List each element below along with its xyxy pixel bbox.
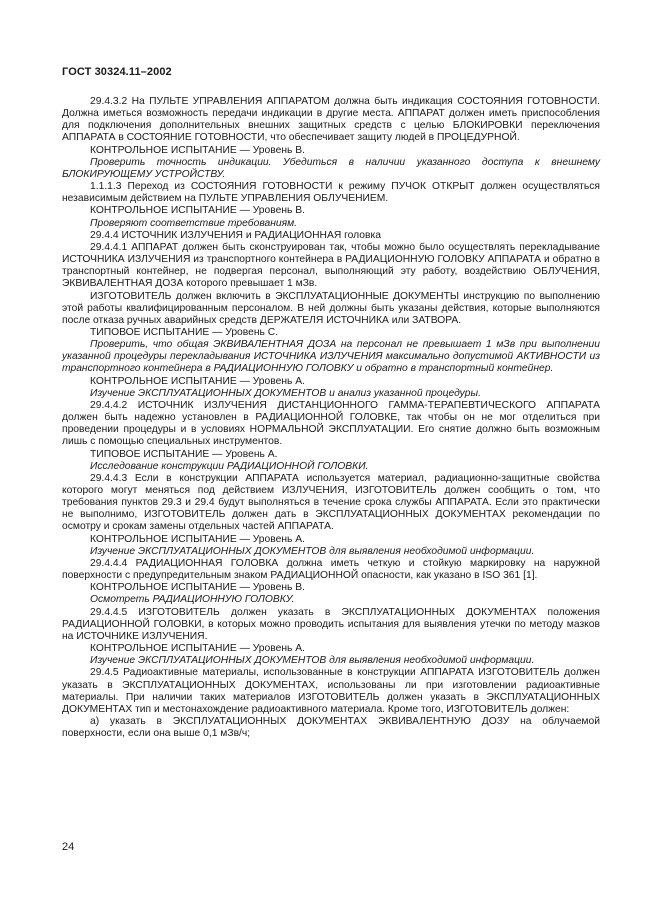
list-item-a: а) указать в ЭКСПЛУАТАЦИОННЫХ ДОКУМЕНТАХ ЭКВИВАЛЕНТНУЮ ДОЗУ на облучаемой поверхности, если она выше 0,1 мЗв/ч; <box>62 715 600 740</box>
test-method: Изучение ЭКСПЛУАТАЦИОННЫХ ДОКУМЕНТОВ и анализ указанной процедуры. <box>90 387 481 399</box>
paragraph-29-4-4-2: 29.4.4.2 ИСТОЧНИК ИЗЛУЧЕНИЯ ДИСТАНЦИОННОГО ГАММА-ТЕРАПЕВТИЧЕСКОГО АППАРАТА должен быть надежно установлен в РАДИАЦИОННОЙ ГОЛОВКЕ, так чтобы он не мог отделиться при проведении процедуры и в условиях НОРМАЛЬНОЙ ЭКСПЛУАТАЦИИ. Его снятие должно быть возможным лишь с помощью специальных инструментов. <box>62 399 600 448</box>
test-method: Осмотреть РАДИАЦИОННУЮ ГОЛОВКУ. <box>90 594 295 606</box>
paragraph-29-4-4-3: 29.4.4.3 Если в конструкции АППАРАТА используется материал, радиационно-защитные свойства которого могут меняться под действием ИЗЛУЧЕНИЯ, ИЗГОТОВИТЕЛЬ должен сообщить о том, что требования пунктов 29.3 и 29.4 будут выполняться в течение срока службы АППАРАТА. Если это практически не выполнимо, ИЗГОТОВИТЕЛЬ должен дать в ЭКСПЛУАТАЦИОННЫХ ДОКУМЕНТАХ рекомендации по осмотру и срокам замены отдельных частей АППАРАТА. <box>62 472 600 533</box>
paragraph-29-4-4-4: 29.4.4.4 РАДИАЦИОННАЯ ГОЛОВКА должна иметь четкую и стойкую маркировку на наружной поверхности с предупредительным знаком РАДИАЦИОННОЙ опасности, как указано в ISO 361 [1]. <box>62 557 600 582</box>
control-test-line: КОНТРОЛЬНОЕ ИСПЫТАНИЕ — Уровень А. <box>90 643 305 655</box>
test-method: Изучение ЭКСПЛУАТАЦИОННЫХ ДОКУМЕНТОВ для выявления необходимой информации. <box>90 655 535 667</box>
test-method: Исследование конструкции РАДИАЦИОННОЙ ГОЛОВКИ. <box>90 460 369 472</box>
paragraph-manufacturer-instruction: ИЗГОТОВИТЕЛЬ должен включить в ЭКСПЛУАТАЦИОННЫЕ ДОКУМЕНТЫ инструкцию по выполнению этой работы квалифицированным персоналом. В ней должны быть указаны действия, которые выполняются после отказа ручных аварийных средств ДЕРЖАТЕЛЯ ИСТОЧНИКА или ЗАТВОРА. <box>62 290 600 326</box>
control-test-line: КОНТРОЛЬНОЕ ИСПЫТАНИЕ — Уровень В. <box>90 582 305 594</box>
control-test-line: КОНТРОЛЬНОЕ ИСПЫТАНИЕ — Уровень В. <box>90 144 305 156</box>
test-method: Изучение ЭКСПЛУАТАЦИОННЫХ ДОКУМЕНТОВ для выявления необходимой информации. <box>90 545 535 557</box>
paragraph-29-4-4-1: 29.4.4.1 АППАРАТ должен быть сконструирован так, чтобы можно было осуществлять перекладывание ИСТОЧНИКА ИЗЛУЧЕНИЯ из транспортного контейнера в РАДИАЦИОННУЮ ГОЛОВКУ АППАРАТА и обратно в транспортный контейнер, не подвергая персонал, выполняющий эту работу, воздействию ОБЛУЧЕНИЯ, ЭКВИВАЛЕНТНАЯ ДОЗА которого превышает 1 мЗв. <box>62 241 600 290</box>
document-header: ГОСТ 30324.11–2002 <box>62 66 172 78</box>
test-method: Проверить точность индикации. Убедиться в наличии указанного доступа к внешнему БЛОКИРУЮЩЕМУ УСТРОЙСТВУ. <box>62 156 600 180</box>
test-method: Проверяют соответствие требованиям. <box>90 217 298 229</box>
type-test-line: ТИПОВОЕ ИСПЫТАНИЕ — Уровень А. <box>90 448 278 460</box>
control-test-line: КОНТРОЛЬНОЕ ИСПЫТАНИЕ — Уровень А. <box>90 375 305 387</box>
paragraph-29-4-3-2: 29.4.3.2 На ПУЛЬТЕ УПРАВЛЕНИЯ АППАРАТОМ должна быть индикация СОСТОЯНИЯ ГОТОВНОСТИ. Должна иметься возможность передачи индикации в другие места. АППАРАТ должен иметь приспособления для подключения дополнительных внешних защитных средств с целью БЛОКИРОВКИ переключения АППАРАТА в СОСТОЯНИЕ ГОТОВНОСТИ, что обеспечивает защиту людей в ПРОЦЕДУРНОЙ. <box>62 96 600 144</box>
type-test-line: ТИПОВОЕ ИСПЫТАНИЕ — Уровень С. <box>90 326 279 338</box>
page-number: 24 <box>62 841 75 853</box>
control-test-line: КОНТРОЛЬНОЕ ИСПЫТАНИЕ — Уровень А. <box>90 533 305 545</box>
paragraph-1-1-1-3: 1.1.1.3 Переход из СОСТОЯНИЯ ГОТОВНОСТИ к режиму ПУЧОК ОТКРЫТ должен осуществляться независимым действием на ПУЛЬТЕ УПРАВЛЕНИЯ ОБЛУЧЕНИЕМ. <box>62 181 600 205</box>
section-heading-29-4-4: 29.4.4 ИСТОЧНИК ИЗЛУЧЕНИЯ и РАДИАЦИОННАЯ головка <box>90 229 381 241</box>
control-test-line: КОНТРОЛЬНОЕ ИСПЫТАНИЕ — Уровень В. <box>90 205 305 217</box>
paragraph-29-4-5: 29.4.5 Радиоактивные материалы, использованные в конструкции АППАРАТА ИЗГОТОВИТЕЛЬ должен указать в ЭКСПЛУАТАЦИОННЫХ ДОКУМЕНТАХ, использованы ли при изготовлении радиоактивные материалы. При наличии таких материалов ИЗГОТОВИТЕЛЬ должен указать в ЭКСПЛУАТАЦИОННЫХ ДОКУМЕНТАХ тип и местонахождение радиоактивного материала. Кроме того, ИЗГОТОВИТЕЛЬ должен: <box>62 667 600 715</box>
document-body <box>62 96 600 740</box>
paragraph-29-4-4-5: 29.4.4.5 ИЗГОТОВИТЕЛЬ должен указать в ЭКСПЛУАТАЦИОННЫХ ДОКУМЕНТАХ положения РАДИАЦИОННОЙ ГОЛОВКИ, в которых можно проводить испытания для выявления утечки по методу мазков на ИСТОЧНИКЕ ИЗЛУЧЕНИЯ. <box>62 606 600 642</box>
test-method: Проверить, что общая ЭКВИВАЛЕНТНАЯ ДОЗА на персонал не превышает 1 мЗв при выполнении указанной процедуры перекладывания ИСТОЧНИКА ИЗЛУЧЕНИЯ максимально допустимой АКТИВНОСТИ из транспортного контейнера в РАДИАЦИОННУЮ ГОЛОВКУ и обратно в транспортный контейнер. <box>62 339 600 375</box>
